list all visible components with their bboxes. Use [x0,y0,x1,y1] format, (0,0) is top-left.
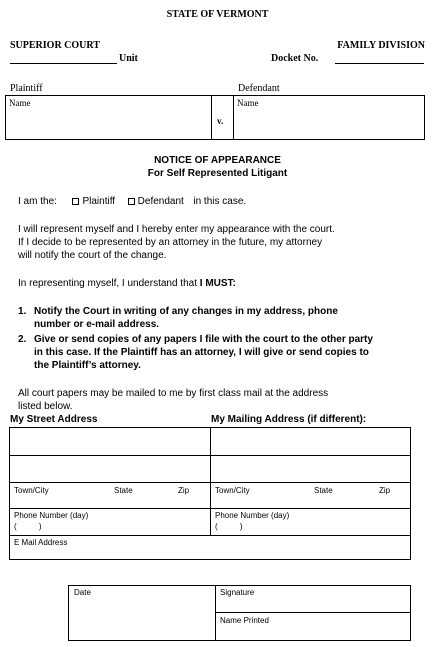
item1-line1: Notify the Court in writing of any changes in my address, phone [34,306,338,317]
mailing-address-heading: My Mailing Address (if different): [211,414,367,425]
mailing-zip-field[interactable]: Zip [379,486,391,495]
item2-number: 2. [18,334,27,345]
defendant-label: Defendant [238,83,280,94]
family-division-label: FAMILY DIVISION [337,40,425,51]
name-printed-field[interactable]: Name Printed [220,616,269,625]
street-address-heading: My Street Address [10,414,98,425]
mailing-town-field[interactable]: Town/City [215,486,250,495]
para1-line1: I will represent myself and I hereby enter my appearance with the court. [18,224,335,235]
street-address-line2-input[interactable] [10,456,209,481]
defendant-checkbox[interactable] [128,198,135,205]
must-label: I MUST: [199,278,236,289]
address-row-divider-4 [9,535,411,536]
street-phone-field[interactable]: ( ) [14,522,42,531]
item2-line3: the Plaintiff’s attorney. [34,360,141,371]
street-state-field[interactable]: State [114,486,133,495]
mailing-phone-field[interactable]: ( ) [215,522,243,531]
signature-field[interactable]: Signature [220,588,255,597]
superior-court-label: SUPERIOR COURT [10,40,100,51]
street-town-field[interactable]: Town/City [14,486,49,495]
mailing-paragraph [18,387,328,413]
docket-label: Docket No. [271,53,319,64]
defendant-name-field[interactable]: Name [237,98,259,108]
state-title: STATE OF VERMONT [166,9,269,20]
para1-line3: will notify the court of the change. [18,250,167,261]
notice-subtitle: For Self Represented Litigant [147,168,288,179]
representation-paragraph [18,223,335,262]
street-zip-field[interactable]: Zip [178,486,190,495]
versus-label: v. [217,116,224,126]
address-row-divider-2 [9,482,411,483]
parties-divider-left [211,95,212,140]
item2-line1: Give or send copies of any papers I file with the court to the other party [34,334,373,345]
signature-row-divider [215,612,411,613]
para2-prefix: In representing myself, I understand that [18,278,200,289]
defendant-option-label: Defendant [137,196,184,207]
plaintiff-option-label: Plaintiff [82,196,116,207]
parties-divider-right [233,95,234,140]
unit-field-line[interactable] [10,63,117,64]
item2-line2: in this case. If the Plaintiff has an attorney, I will give or send copies to [34,347,369,358]
docket-field-line[interactable] [335,63,424,64]
mail-line1: All court papers may be mailed to me by first class mail at the address [18,388,329,399]
parties-box [5,95,425,140]
mailing-state-field[interactable]: State [314,486,333,495]
para1-line2: If I decide to be represented by an attorney in the future, my attorney [18,237,323,248]
item1-number: 1. [18,306,27,317]
iam-label: I am the: [18,196,57,207]
mailing-address-line2-input[interactable] [211,456,410,481]
requirement-item-2 [18,333,373,372]
iam-row [18,196,246,207]
in-case-label: in this case. [193,196,247,207]
date-field[interactable]: Date [74,588,91,597]
unit-label: Unit [119,53,138,64]
signature-divider [215,585,216,641]
email-field[interactable]: E Mail Address [14,538,68,547]
mailing-address-line1-input[interactable] [211,428,410,454]
plaintiff-name-field[interactable]: Name [9,98,31,108]
understand-paragraph [18,278,236,289]
plaintiff-label: Plaintiff [10,83,43,94]
item1-line2: number or e-mail address. [34,319,160,330]
address-row-divider-3 [9,508,411,509]
mailing-phone-label: Phone Number (day) [215,511,290,520]
street-phone-label: Phone Number (day) [14,511,89,520]
mail-line2: listed below. [18,401,73,412]
street-address-line1-input[interactable] [10,428,209,454]
plaintiff-checkbox[interactable] [72,198,79,205]
requirement-item-1 [18,305,338,331]
notice-title: NOTICE OF APPEARANCE [154,155,281,166]
